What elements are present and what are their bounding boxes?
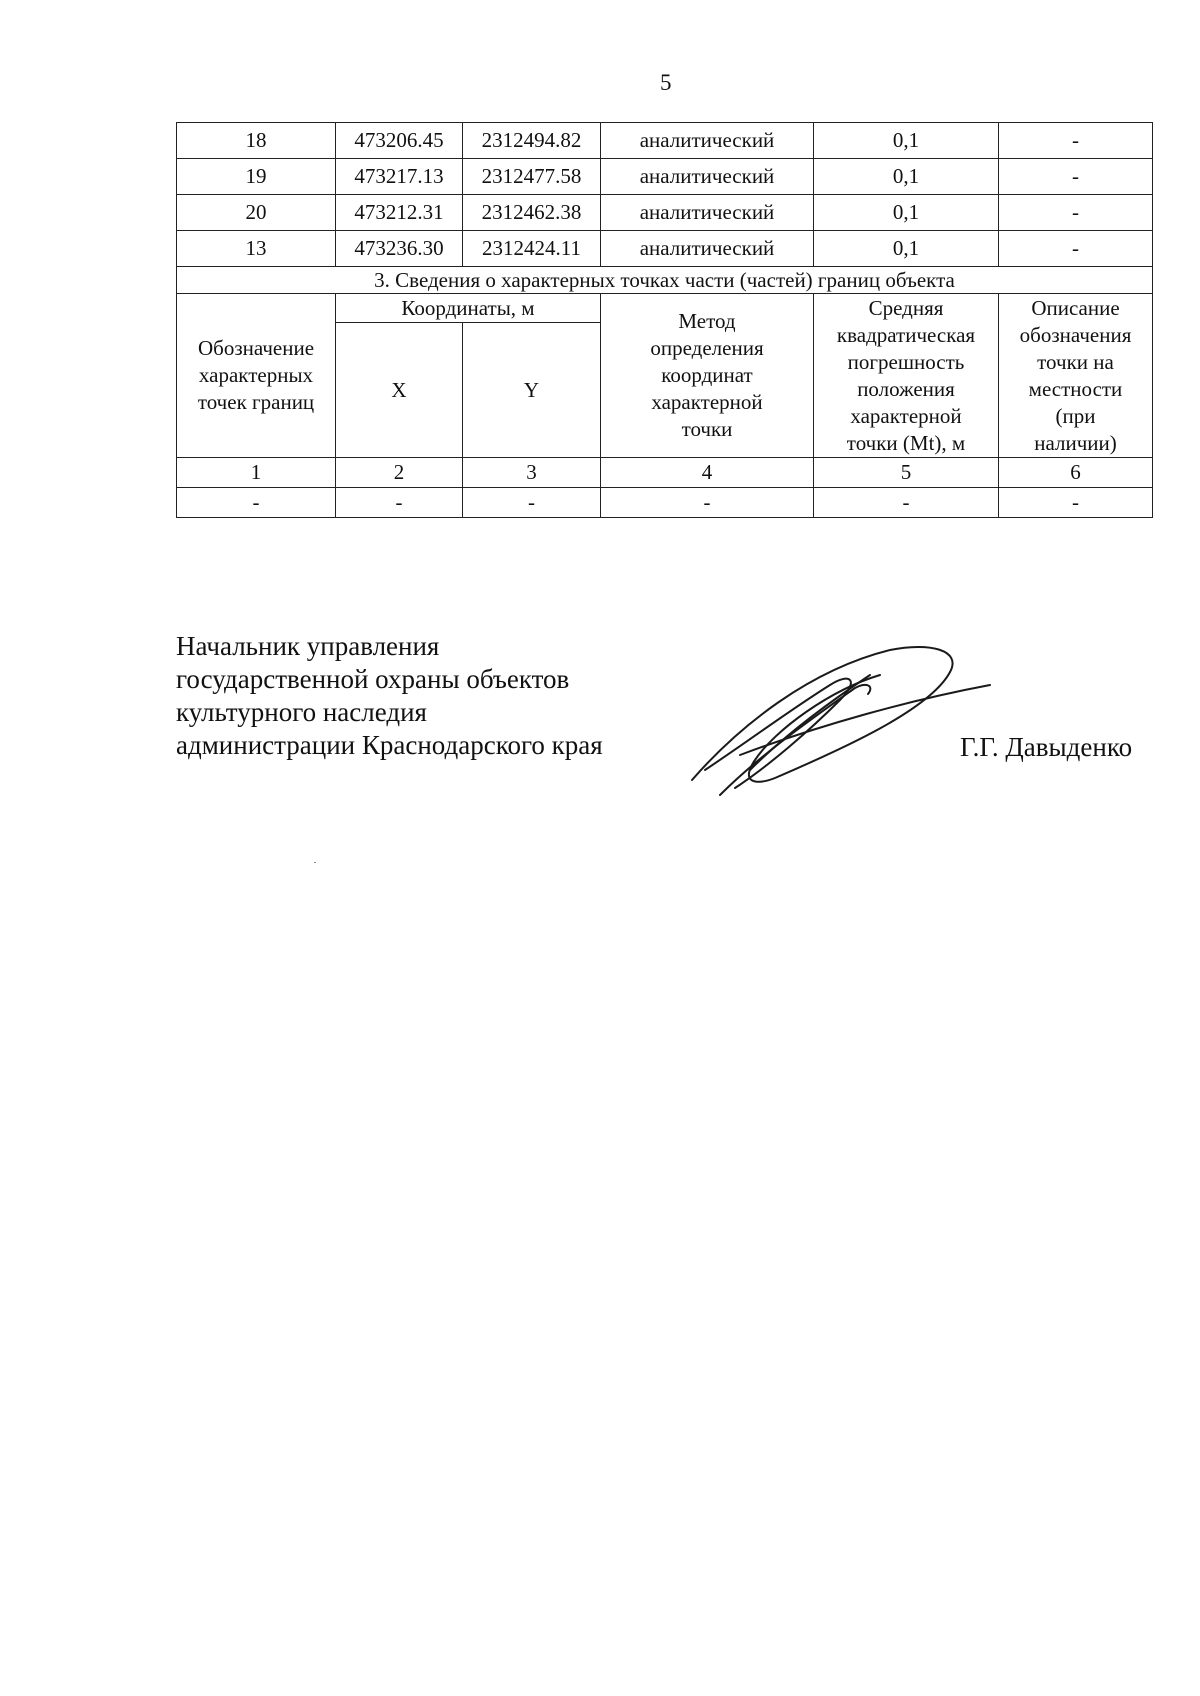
- header-description-line: точки на: [1037, 349, 1114, 374]
- signatory-title: [176, 630, 603, 762]
- header-method-line: Метод: [678, 309, 736, 333]
- description-cell: -: [999, 159, 1153, 195]
- description-cell: -: [999, 123, 1153, 159]
- page-number: 5: [660, 70, 672, 95]
- header-point-line: Обозначение: [197, 336, 315, 360]
- column-number: 4: [601, 458, 814, 488]
- empty-cell: -: [177, 488, 336, 518]
- y-cell: 2312424.11: [463, 231, 601, 267]
- header-method-line: координат: [661, 363, 753, 387]
- column-number: 6: [999, 458, 1153, 488]
- y-cell: 2312494.82: [463, 123, 601, 159]
- header-method-line: точки: [681, 417, 733, 441]
- method-cell: аналитический: [601, 195, 814, 231]
- header-point-line: характерных: [198, 363, 314, 387]
- empty-cell: -: [601, 488, 814, 518]
- accuracy-cell: 0,1: [814, 123, 999, 159]
- description-cell: -: [999, 231, 1153, 267]
- method-cell: аналитический: [601, 123, 814, 159]
- header-row: [177, 294, 1153, 323]
- boundary-points-table: [176, 122, 1153, 518]
- y-cell: 2312462.38: [463, 195, 601, 231]
- header-x: X: [336, 323, 463, 458]
- table-row: [177, 123, 1153, 159]
- header-accuracy-line: характерной: [850, 403, 962, 428]
- header-description-line: местности: [1028, 376, 1123, 401]
- point-cell: 19: [177, 159, 336, 195]
- empty-cell: -: [999, 488, 1153, 518]
- table-row: [177, 195, 1153, 231]
- x-cell: 473212.31: [336, 195, 463, 231]
- header-description-line: наличии): [1034, 430, 1117, 455]
- y-cell: 2312477.58: [463, 159, 601, 195]
- point-cell: 20: [177, 195, 336, 231]
- description-cell: -: [999, 195, 1153, 231]
- header-description-line: обозначения: [1019, 322, 1132, 347]
- header-point-line: точек границ: [197, 390, 315, 414]
- signatory-name: Г.Г. Давыденко: [960, 732, 1133, 762]
- column-number: 1: [177, 458, 336, 488]
- header-coordinates: Координаты, м: [336, 294, 601, 323]
- header-description-line: Описание: [1031, 295, 1120, 320]
- section-title-row: [177, 267, 1153, 294]
- x-cell: 473217.13: [336, 159, 463, 195]
- empty-cell: -: [336, 488, 463, 518]
- accuracy-cell: 0,1: [814, 195, 999, 231]
- point-cell: 13: [177, 231, 336, 267]
- table-row: [177, 488, 1153, 518]
- header-accuracy-line: погрешность: [847, 349, 965, 374]
- column-number: 5: [814, 458, 999, 488]
- empty-cell: -: [814, 488, 999, 518]
- signatory-title-line: культурного наследия: [176, 697, 427, 727]
- header-accuracy-line: квадратическая: [836, 322, 976, 347]
- table-row: [177, 231, 1153, 267]
- accuracy-cell: 0,1: [814, 159, 999, 195]
- header-accuracy-line: Средняя: [868, 295, 944, 320]
- header-accuracy-line: точки (Mt), м: [846, 430, 966, 455]
- column-number-row: [177, 458, 1153, 488]
- x-cell: 473206.45: [336, 123, 463, 159]
- empty-cell: -: [463, 488, 601, 518]
- table-row: [177, 159, 1153, 195]
- point-cell: 18: [177, 123, 336, 159]
- header-method: [601, 294, 814, 458]
- scan-speck: [314, 862, 316, 863]
- header-method-line: характерной: [651, 390, 763, 414]
- header-accuracy: [814, 294, 999, 458]
- header-description: [999, 294, 1153, 458]
- header-method-line: определения: [650, 336, 764, 360]
- x-cell: 473236.30: [336, 231, 463, 267]
- header-description-line: (при: [1055, 403, 1096, 428]
- handwritten-signature: [680, 630, 1000, 800]
- header-y: Y: [463, 323, 601, 458]
- header-point: [177, 294, 336, 458]
- column-number: 3: [463, 458, 601, 488]
- method-cell: аналитический: [601, 231, 814, 267]
- accuracy-cell: 0,1: [814, 231, 999, 267]
- section-3-title: 3. Сведения о характерных точках части (частей) границ объекта: [177, 267, 1153, 294]
- column-number: 2: [336, 458, 463, 488]
- signatory-title-line: государственной охраны объектов: [176, 664, 570, 694]
- method-cell: аналитический: [601, 159, 814, 195]
- signatory-title-line: Начальник управления: [176, 631, 440, 661]
- signatory-title-line: администрации Краснодарского края: [176, 730, 603, 760]
- header-accuracy-line: положения: [857, 376, 955, 401]
